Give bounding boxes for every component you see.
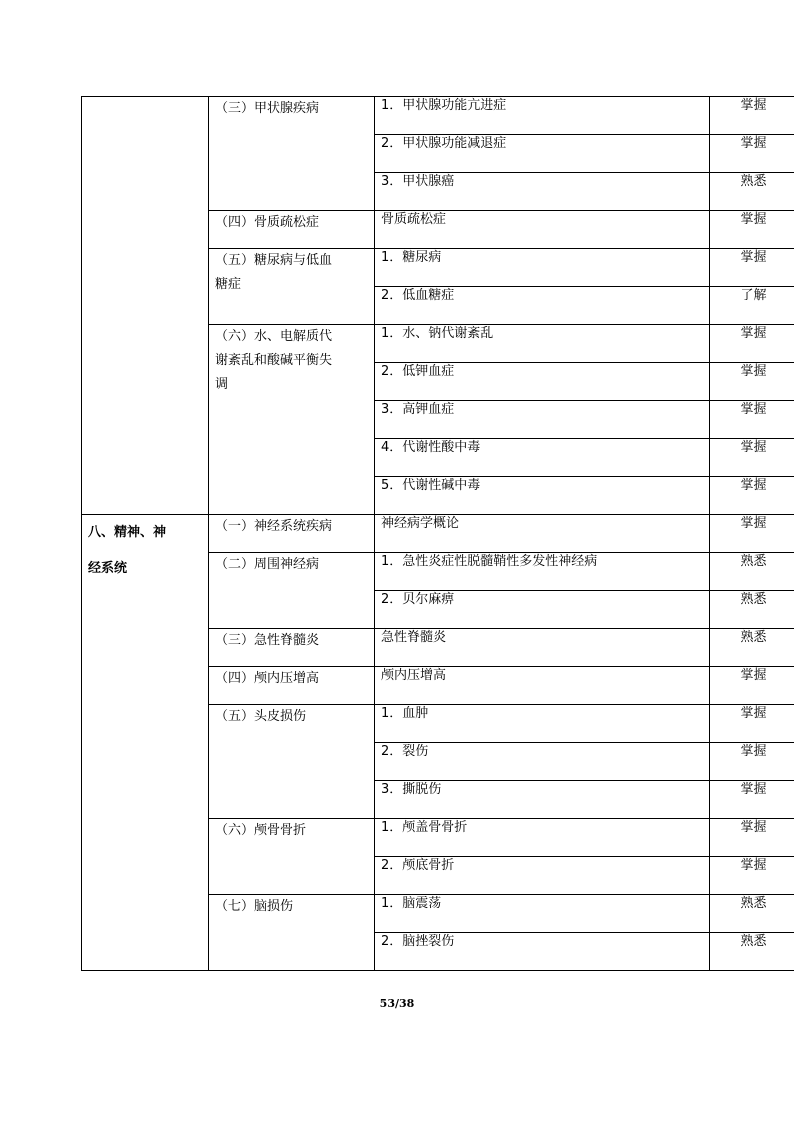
topic-cell: [209, 211, 375, 249]
item-cell: 3．甲状腺癌: [375, 173, 710, 211]
level-cell: 掌握: [710, 363, 794, 401]
section-cell: [82, 97, 209, 515]
syllabus-table: [81, 96, 794, 971]
level-cell: 掌握: [710, 819, 794, 857]
level-cell: 掌握: [710, 135, 794, 173]
topic-label: （三）甲状腺疾病: [215, 101, 320, 116]
item-cell: 2．裂伤: [375, 743, 710, 781]
item-cell: 神经病学概论: [375, 515, 710, 553]
topic-cell: [209, 705, 375, 819]
section-label: 八、精神、神 经系统: [88, 525, 167, 576]
topic-label: （六）水、电解质代 谢紊乱和酸碱平衡失 调: [215, 329, 333, 392]
topic-cell: [209, 895, 375, 971]
topic-cell: [209, 515, 375, 553]
topic-label: （六）颅骨骨折: [215, 823, 307, 838]
topic-cell: [209, 819, 375, 895]
item-cell: 2．贝尔麻痹: [375, 591, 710, 629]
topic-label: （三）急性脊髓炎: [215, 633, 320, 648]
topic-label: （四）骨质疏松症: [215, 215, 320, 230]
item-cell: 5．代谢性碱中毒: [375, 477, 710, 515]
item-cell: 1．甲状腺功能亢进症: [375, 97, 710, 135]
item-cell: 1．水、钠代谢紊乱: [375, 325, 710, 363]
item-cell: 颅内压增高: [375, 667, 710, 705]
item-cell: 1．糖尿病: [375, 249, 710, 287]
item-cell: 2．颅底骨折: [375, 857, 710, 895]
level-cell: 熟悉: [710, 933, 794, 971]
level-cell: 了解: [710, 287, 794, 325]
topic-cell: [209, 629, 375, 667]
topic-cell: [209, 249, 375, 325]
item-cell: 急性脊髓炎: [375, 629, 710, 667]
level-cell: 掌握: [710, 401, 794, 439]
topic-label: （五）头皮损伤: [215, 709, 307, 724]
item-cell: 4．代谢性酸中毒: [375, 439, 710, 477]
level-cell: 掌握: [710, 781, 794, 819]
level-cell: 熟悉: [710, 553, 794, 591]
item-cell: 2．甲状腺功能减退症: [375, 135, 710, 173]
topic-cell: [209, 97, 375, 211]
item-cell: 2．低血糖症: [375, 287, 710, 325]
item-cell: 2．低钾血症: [375, 363, 710, 401]
level-cell: 掌握: [710, 857, 794, 895]
level-cell: 掌握: [710, 705, 794, 743]
level-cell: 掌握: [710, 325, 794, 363]
item-cell: 2．脑挫裂伤: [375, 933, 710, 971]
topic-label: （五）糖尿病与低血 糖症: [215, 253, 333, 292]
level-cell: 掌握: [710, 97, 794, 135]
topic-cell: [209, 553, 375, 629]
table-row: [82, 97, 794, 135]
item-cell: 3．高钾血症: [375, 401, 710, 439]
level-cell: 熟悉: [710, 173, 794, 211]
level-cell: 掌握: [710, 249, 794, 287]
topic-cell: [209, 667, 375, 705]
topic-label: （二）周围神经病: [215, 557, 320, 572]
level-cell: 掌握: [710, 515, 794, 553]
topic-label: （一）神经系统疾病: [215, 519, 333, 534]
page-number: 53/38: [379, 997, 415, 1010]
item-cell: 1．脑震荡: [375, 895, 710, 933]
table-row: [82, 515, 794, 553]
level-cell: 熟悉: [710, 629, 794, 667]
topic-label: （七）脑损伤: [215, 899, 294, 914]
level-cell: 掌握: [710, 667, 794, 705]
level-cell: 掌握: [710, 439, 794, 477]
item-cell: 1．颅盖骨骨折: [375, 819, 710, 857]
topic-label: （四）颅内压增高: [215, 671, 320, 686]
level-cell: 熟悉: [710, 895, 794, 933]
level-cell: 掌握: [710, 743, 794, 781]
item-cell: 1．血肿: [375, 705, 710, 743]
level-cell: 掌握: [710, 477, 794, 515]
section-cell: [82, 515, 209, 971]
item-cell: 1．急性炎症性脱髓鞘性多发性神经病: [375, 553, 710, 591]
item-cell: 骨质疏松症: [375, 211, 710, 249]
level-cell: 掌握: [710, 211, 794, 249]
item-cell: 3．撕脱伤: [375, 781, 710, 819]
topic-cell: [209, 325, 375, 515]
level-cell: 熟悉: [710, 591, 794, 629]
